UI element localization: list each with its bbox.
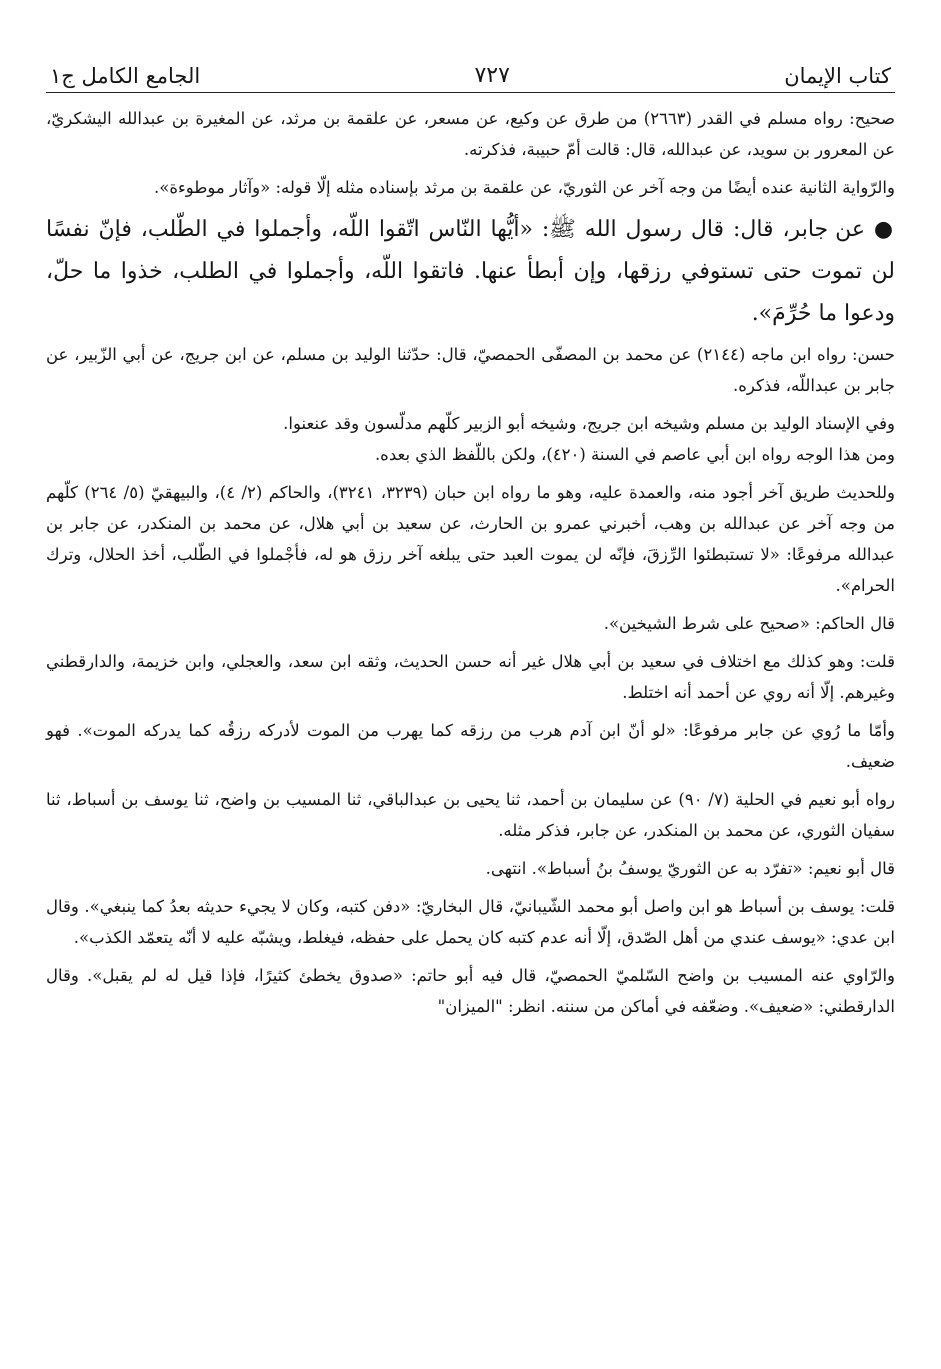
commentary-paragraph: قال الحاكم: «صحيح على شرط الشيخين». (603, 614, 895, 633)
commentary-paragraph: رواه أبو نعيم في الحلية (٧/ ٩٠) عن سليمان بن أحمد، ثنا يحيى بن عبدالباقي، ثنا المسيب بن واضح، ثنا يوسف بن أسباط، ثنا سفيان الثوري، عن محمد بن المنكدر، عن جابر، فذكر مثله. (46, 790, 895, 840)
bullet-icon: ● (873, 217, 896, 242)
header-rule (46, 92, 895, 93)
commentary-paragraph: وفي الإسناد الوليد بن مسلم وشيخه ابن جريج، وشيخه أبو الزبير كلّهم مدلّسون وقد عنعنوا. (283, 414, 895, 433)
commentary-paragraph: قلت: وهو كذلك مع اختلاف في سعيد بن أبي هلال غير أنه حسن الحديث، وثقه ابن سعد، والعجلي، وابن خزيمة، والدارقطني وغيرهم. إلّا أنه روي عن أحمد أنه اختلط. (46, 652, 895, 702)
commentary-paragraph: ومن هذا الوجه رواه ابن أبي عاصم في السنة (٤٢٠)، ولكن باللّفظ الذي بعده. (374, 445, 895, 464)
page-number: ٧٢٧ (474, 63, 510, 88)
commentary-paragraph: حسن: رواه ابن ماجه (٢١٤٤) عن محمد بن المصفّى الحمصيّ، قال: حدّثنا الوليد بن مسلم، عن ابن جريج، عن أبي الزّبير، عن جابر بن عبداللّه، فذكره. (46, 345, 895, 395)
commentary-paragraph: والرّواية الثانية عنده أيضًا من وجه آخر عن الثوريّ، عن علقمة بن مرثد بإسناده مثله إلّا قوله: «وآثار موطوءة». (154, 178, 895, 197)
page-body (46, 103, 895, 1022)
commentary-paragraph: قال أبو نعيم: «تفرّد به عن الثوريّ يوسفُ بنُ أسباط». انتهى. (485, 859, 895, 878)
hadith-paragraph (46, 203, 895, 339)
commentary-paragraph: وأمّا ما رُوي عن جابر مرفوعًا: «لو أنّ ابن آدم هرب من رزقه كما يهرب من الموت لأدركه رزقُه كما يدركه الموت». فهو ضعيف. (46, 721, 895, 771)
commentary-paragraph: قلت: يوسف بن أسباط هو ابن واصل أبو محمد الشّيبانيّ، قال البخاريّ: «دفن كتبه، وكان لا يجيء حديثه بعدُ كما ينبغي». وقال ابن عدي: «يوسف عندي من أهل الصّدق، إلّا أنه عدم كتبه كان يحمل على حفظه، فيغلط، ويشبّه عليه لا أنّه يتعمّد الكذب». (46, 897, 895, 947)
book-title: كتاب الإيمان (784, 64, 891, 88)
page-header (46, 52, 895, 88)
commentary-paragraph: وللحديث طريق آخر أجود منه، والعمدة عليه، وهو ما رواه ابن حبان (٣٢٣٩، ٣٢٤١)، والحاكم (٢/ ٤)، والبيهقيّ (٥/ ٢٦٤) كلّهم من وجه آخر عن عبدالله بن وهب، أخبرني عمرو بن الحارث، عن سعيد بن أبي هلال، عن محمد بن المنكدر، عن جابر بن عبدالله مرفوعًا: «لا تستبطئوا الرِّزقَ، فإنّه لن يموت العبد حتى يبلغه آخر رزق هو له، فأجْملوا في الطّلب، أخذ الحلال، وترك الحرام». (46, 483, 895, 595)
collection-title: الجامع الكامل ج١ (50, 64, 201, 88)
commentary-paragraph: والرّاوي عنه المسيب بن واضح السّلميّ الحمصيّ، قال فيه أبو حاتم: «صدوق يخطئ كثيرًا، فإذا قيل له لم يقبل». وقال الدارقطني: «ضعيف». وضعّفه في أماكن من سننه. انظر: "الميزان" (46, 966, 895, 1016)
commentary-paragraph: صحيح: رواه مسلم في القدر (٢٦٦٣) من طرق عن وكيع، عن مسعر، عن علقمة بن مرثد، عن المغيرة بن عبدالله اليشكريّ، عن المعرور بن سويد، عن عبدالله، قال: قالت أمّ حبيبة، فذكرته. (46, 109, 895, 159)
hadith-text: عن جابر، قال: قال رسول الله ﷺ: «أيُّها النّاس اتّقوا اللّه، وأجملوا في الطّلب، فإنّ نفسًا لن تموت حتى تستوفي رزقها، وإن أبطأ عنها. فاتقوا اللّه، وأجملوا في الطلب، خذوا ما حلّ، ودعوا ما حُرِّمَ». (46, 217, 895, 326)
